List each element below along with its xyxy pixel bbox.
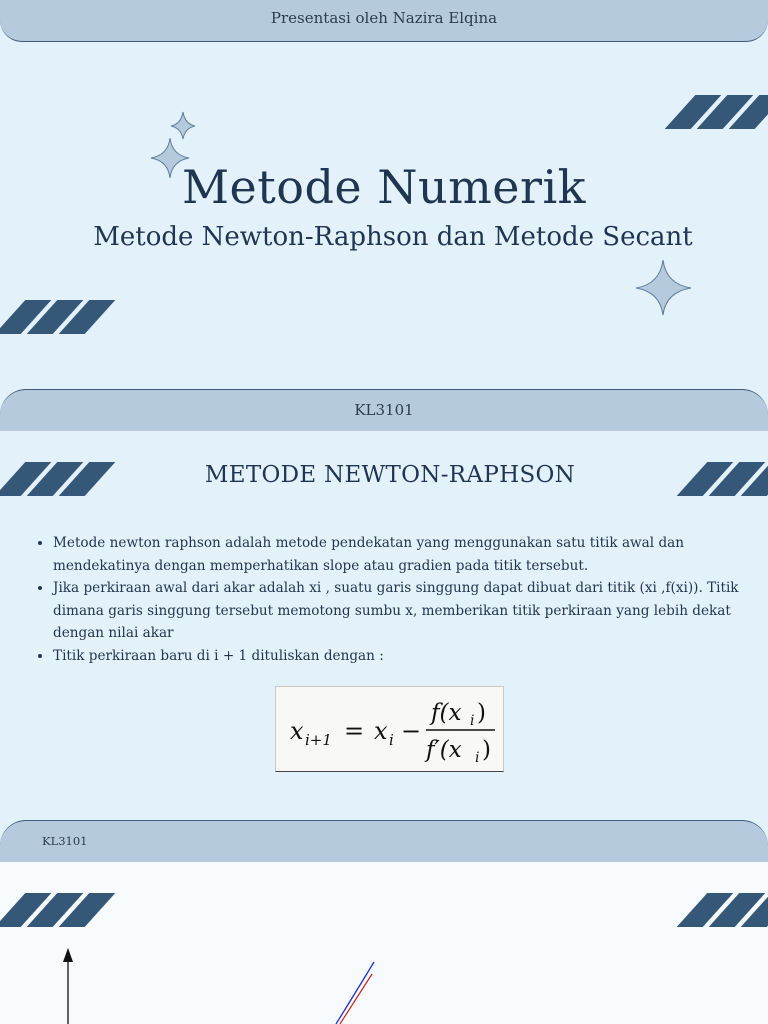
- slide-title: Metode Numerik: [181, 160, 587, 214]
- tangent-line: [340, 974, 372, 1024]
- formula-equals: =: [344, 717, 365, 745]
- stripes-decoration-left: [10, 300, 100, 334]
- course-code: KL3101: [42, 834, 88, 848]
- formula-denominator-sub: i: [475, 750, 480, 766]
- course-code: KL3101: [354, 401, 414, 419]
- section-band: [0, 389, 768, 431]
- formula-rhs-sub: i: [389, 731, 394, 749]
- list-item: • Jika perkiraan awal dari akar adalah xi , suatu garis singgung dapat dibuat dari titik (xi ,f(xi)). Titik dimana garis singgung tersebut memotong sumbu x, memberikan titik perkiraan yang lebih dekat dengan nilai akar: [53, 577, 758, 645]
- formula-rhs: x: [374, 717, 388, 745]
- formula-denominator: f′(x: [426, 737, 462, 763]
- newton-raphson-formula: [275, 686, 504, 772]
- formula-numerator: f(x: [431, 700, 462, 726]
- formula-numerator-sub: i: [470, 713, 475, 729]
- formula-lhs: x: [290, 717, 304, 745]
- y-axis-arrow: [63, 948, 73, 962]
- stripes-decoration-top-right: [680, 95, 768, 129]
- sparkle-icon: [634, 258, 694, 318]
- formula-minus: −: [401, 717, 422, 745]
- bullet-list: [30, 532, 758, 667]
- function-curve: [336, 962, 374, 1024]
- stripes-decoration-right: [692, 893, 768, 927]
- presenter-banner: [0, 0, 768, 42]
- formula-denominator-close: ): [482, 737, 491, 763]
- section-heading: METODE NEWTON-RAPHSON: [204, 462, 576, 488]
- slide-subtitle: Metode Newton-Raphson dan Metode Secant: [93, 222, 693, 252]
- stripes-decoration-left: [10, 893, 100, 927]
- list-item: • Metode newton raphson adalah metode pendekatan yang menggunakan satu titik awal dan mendekatinya dengan memperhatikan slope atau gradien pada titik tersebut.: [53, 532, 758, 577]
- formula-lhs-sub: i+1: [305, 731, 332, 749]
- list-item: • Titik perkiraan baru di i + 1 dituliskan dengan :: [53, 645, 758, 668]
- presenter-text: Presentasi oleh Nazira Elqina: [270, 9, 498, 27]
- formula-numerator-close: ): [477, 700, 486, 726]
- newton-raphson-graph: [24, 940, 404, 1024]
- section-band: [0, 820, 768, 862]
